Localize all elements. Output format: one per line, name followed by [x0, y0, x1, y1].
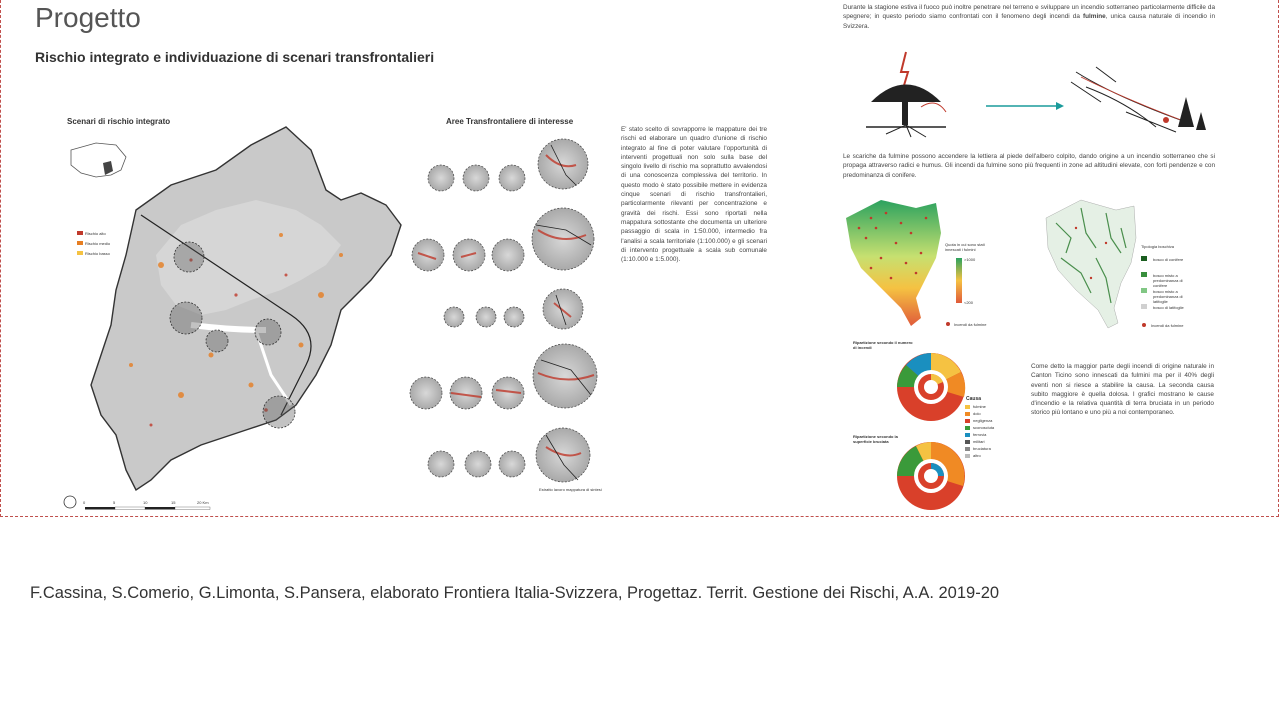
risk-legend-high: Rischio alto: [85, 231, 106, 236]
cause-ferrovia: ferrovia: [973, 432, 987, 437]
cause-militari: militari: [973, 439, 985, 444]
credit-line: F.Cassina, S.Comerio, G.Limonta, S.Pansera, elaborato Frontiera Italia-Svizzera, Progettaz. Territ. Gestione dei Rischi, A.A. 2019-20: [30, 584, 1000, 602]
pie2-label: Ripartizione secondo la superficie bruciata: [853, 434, 898, 444]
elevation-high: >1000: [964, 257, 976, 262]
scale-tick-20: 20 Km: [197, 500, 209, 505]
pie-chart-burned-area: [891, 436, 971, 516]
scale-tick-15: 15: [171, 500, 176, 505]
elevation-fire-point-label: Incendi da fulmine: [954, 322, 987, 327]
risk-legend-low: Rischio basso: [85, 251, 110, 256]
fire-causes-paragraph: Come detto la maggior parte degli incendi di origine naturale in Canton Ticino sono innescati da fulmini ma per il 40% degli eventi non si riesce a stabilire la causa. La seconda causa subito maggiore è quella dolosa. I grafici mostrano le cause d'incendio e la relativa quantità di terra bruciata in un periodo storico più lontano e uno più a noi contemporaneo.: [1031, 363, 1214, 417]
forest-legend-title: Tipologia boschiva: [1141, 244, 1174, 249]
cause-bruciatura: bruciatura: [973, 446, 991, 451]
map-left-label: Scenari di rischio integrato: [67, 117, 171, 126]
elevation-low: <200: [964, 300, 974, 305]
page-subtitle: Rischio integrato e individuazione di scenari transfrontalieri: [35, 49, 435, 65]
forest-legend-mixed-conifers: bosco misto a predominanza di conifere: [1153, 273, 1183, 288]
lightning-fire-paragraph: Le scariche da fulmine possono accendere la lettiera al piede dell'albero colpito, dando origine a un incendio sotterraneo che si propaga attraverso radici e humus. Gli incendi da fulmine sono più frequenti in zone ad altitudini elevate, con forti pendenze e con predominanza di conifere.: [843, 153, 1215, 179]
forest-fire-point-label: Incendi da fulmine: [1151, 323, 1184, 328]
scenario-zoom-grid: [406, 135, 606, 495]
pie1-label: Ripartizione secondo il numero di incendi: [853, 340, 913, 350]
lightning-keyword: fulmine: [1082, 13, 1106, 21]
map-right-label: Aree Transfrontaliere di interesse: [446, 117, 574, 126]
forest-legend-conifers: bosco di conifere: [1153, 257, 1184, 262]
elevation-fire-map: [841, 198, 1041, 338]
source-note: Estratto lavoro mappatura di sintesi: [539, 487, 602, 492]
cause-dolo: dolo: [973, 411, 981, 416]
regional-risk-map: [41, 115, 461, 515]
integrated-risk-paragraph: E' stato scelto di sovrapporre le mappature dei tre rischi ed elaborare un quadro d'unione di rischio integrato al fine di poter valutare l'opportunità di interventi progettuali non solo sulla base del singolo livello di rischio ma soprattutto avvalendosi di una conoscenza complessiva del territorio. In questo modo è stato possibile mettere in evidenza cinque scenari di rischio transfrontalieri, particolarmente rilevanti per concentrazione e gravità dei rischi. Essi sono riportati nella mappatura sottostante che documenta un ulteriore passaggio di scala in 1:50.000, intermedio fra l'analisi a scala territoriale (1:100.000) e gli scenari di intervento progettuale a scala sub comunale (1:10.000 e 1:5.000).: [621, 126, 767, 264]
cause-negligenza: negligenza: [973, 418, 993, 423]
underground-fire-text-b: , unica causa naturale di incendio in Svizzera.: [843, 13, 1216, 30]
forest-type-map: [1036, 198, 1236, 338]
cause-altro: altro: [973, 453, 981, 458]
risk-legend-medium: Rischio medio: [85, 241, 111, 246]
forest-legend-mixed-broadleaf: bosco misto a predominanza di latifoglie: [1153, 289, 1183, 304]
lightning-tree-illustration: [856, 42, 1256, 142]
pie-chart-number-of-fires: [891, 347, 971, 427]
scale-tick-5: 5: [113, 500, 116, 505]
cause-fulmine: fulmine: [973, 404, 986, 409]
forest-legend-broadleaf: bosco di latifoglie: [1153, 305, 1184, 310]
cause-legend-title: Causa: [966, 396, 982, 402]
underground-fire-text-a: Durante la stagione estiva il fuoco può inoltre penetrare nel terreno e sviluppare un incendio sotterraneo particolarmente difficile da spegnere; in questo periodo siamo confrontati con il fenomeno degli incendi da: [843, 4, 1215, 21]
underground-fire-paragraph: [843, 3, 1215, 31]
scale-tick-10: 10: [143, 500, 148, 505]
elevation-legend-label: Quota in cui sono stati innescati i fulmini: [945, 242, 985, 252]
scale-tick-0: 0: [83, 500, 86, 505]
page-title: Progetto: [35, 2, 141, 33]
cause-sconosciuta: sconosciuta: [973, 425, 995, 430]
